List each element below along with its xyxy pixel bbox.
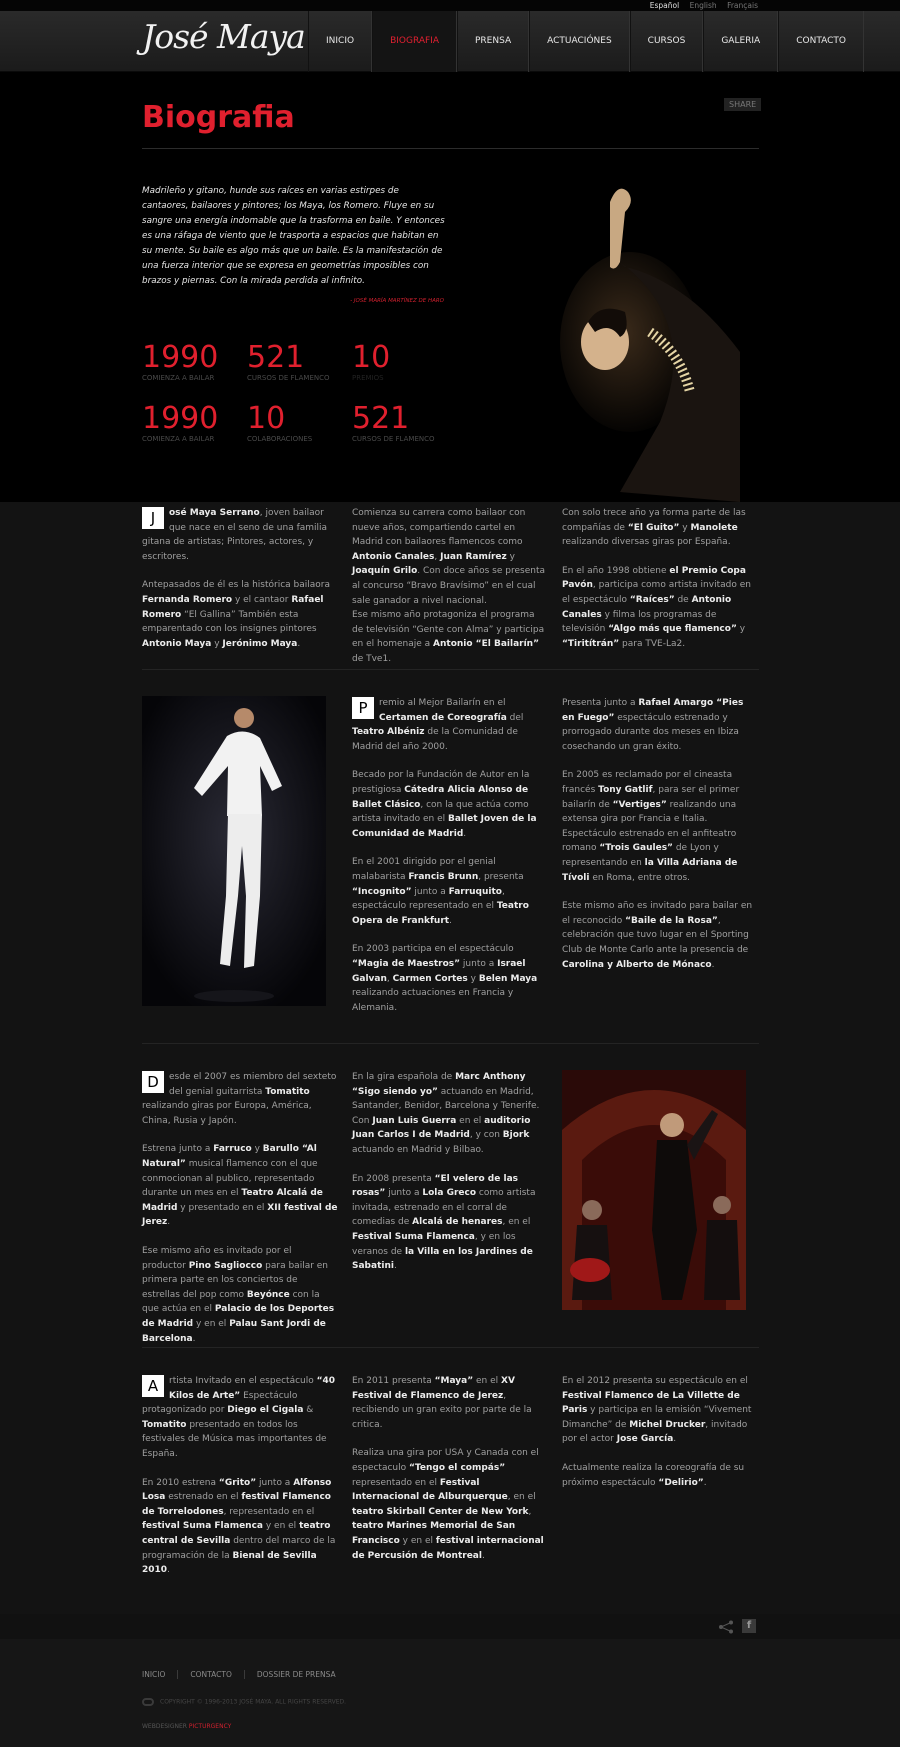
nav-biografia[interactable]: BIOGRAFIA — [372, 11, 457, 72]
bio-paragraph: P remio al Mejor Bailarín en el Certamen de Coreografía del Teatro Albéniz de la Comunidad de Madrid del año 2000. — [352, 698, 524, 752]
bio-column — [562, 506, 758, 665]
social-bar — [0, 1614, 900, 1639]
stat — [247, 342, 347, 382]
bio-paragraph: A rtista Invitado en el espectáculo “40 Kilos de Arte” Espectáculo protagonizado por Diego el Cigala & Tomatito presentado en todos los festivales de Música mas importantes de España. — [142, 1376, 336, 1459]
bio-paragraph: En la gira española de Marc Anthony “Sigo siendo yo” actuando en Madrid, Santander, Benidor, Barcelona y Tenerife. Con Juan Luis Guerra en el auditorio Juan Carlos I de Madrid, y con Bjork actuando en Madrid y Bilbao. — [352, 1072, 540, 1155]
language-bar — [0, 0, 900, 11]
stat-number: 10 — [247, 401, 286, 436]
stat — [352, 342, 452, 382]
bio-paragraph: En 2008 presenta “El velero de las rosas” junto a Lola Greco como artista invitada, estrenado en el corral de comedias de Alcalá de henares, en el Festival Suma Flamenca, y en los veranos de la Villa en los Jardines de Sabatini. — [352, 1173, 536, 1272]
nav-cursos[interactable]: CURSOS — [630, 11, 704, 72]
bio-column — [562, 1374, 758, 1504]
section-divider — [142, 669, 759, 670]
footer-link-contacto[interactable]: CONTACTO — [177, 1670, 243, 1679]
stat-number: 10 — [352, 340, 391, 375]
bio-quote: Madrileño y gitano, hunde sus raíces en varias estirpes de cantaores, bailaores y pintores; los Maya, los Romero. Fluye en su sangre una energía indomable que la trasforma en baile. Y entonces es una ráfaga de viento que le trasporta a espacios que habitan en su mente. Su baile es algo más que un baile. Es la manifestación de una fuerza interior que se expresa en geometrías imposibles con brazos y piernas. Con la mirada perdida al infinito. — [142, 186, 445, 286]
bio-paragraph: En 2005 es reclamado por el cineasta francés Tony Gatlif, para ser el primer bailarín de “Vertiges” realizando una extensa gira por Francia e Italia. Espectáculo estrenado en el anfiteatro romano “Trois Gaules” de Lyon y representando en la Villa Adriana de Tívoli en Roma, entre otros. — [562, 770, 740, 883]
bio-column — [352, 506, 548, 681]
bio-paragraph: En 2003 participa en el espectáculo “Magia de Maestros” junto a Israel Galvan, Carmen Cortes y Belen Maya realizando actuaciones en Francia y Alemania. — [352, 944, 538, 1013]
facebook-icon[interactable]: f — [742, 1619, 756, 1633]
stat-label: PREMIOS — [352, 374, 384, 382]
stat-label: COLABORACIONES — [247, 435, 313, 443]
stat — [142, 403, 242, 443]
logo[interactable]: José Maya — [142, 17, 305, 56]
stat-number: 521 — [247, 340, 305, 375]
bio-column — [352, 1070, 548, 1288]
copyright-text: COPYRIGHT © 1996-2013 JOSÉ MAYA. ALL RIGHTS RESERVED. — [160, 1698, 347, 1706]
bio-paragraph: Realiza una gira por USA y Canada con el espectaculo “Tengo el compás” representado en el Festival Internacional de Alburquerque, en el teatro Skirball Center de New York, teatro Marines Memorial de San Francisco y en el festival internacional de Percusión de Montreal. — [352, 1448, 544, 1561]
stat-number: 1990 — [142, 401, 219, 436]
stat-number: 521 — [352, 401, 410, 436]
share-button[interactable]: SHARE — [724, 98, 761, 111]
bio-column — [352, 1374, 548, 1577]
bio-paragraph: D esde el 2007 es miembro del sexteto del genial guitarrista Tomatito realizando giras por Europa, América, China, Rusia y Japón. — [142, 1072, 337, 1126]
copyright — [142, 1698, 346, 1706]
bio-paragraph: Estrena junto a Farruco y Barullo “Al Natural” musical flamenco con el que conmocionan al publico, representado durante un mes en el Teatro Alcalá de Madrid y presentado en el XII festival de Jerez. — [142, 1144, 338, 1228]
stat-label: COMIENZA A BAILAR — [142, 374, 215, 382]
footer-link-dossier[interactable]: DOSSIER DE PRENSA — [244, 1670, 348, 1679]
bio-paragraph: Actualmente realiza la coreografía de su próximo espectáculo “Delirio”. — [562, 1462, 745, 1488]
bio-column — [142, 1374, 338, 1592]
bio-column — [562, 696, 758, 986]
stat — [352, 403, 452, 443]
stat-label: CURSOS DE FLAMENCO — [352, 435, 435, 443]
share-icon[interactable] — [718, 1620, 734, 1634]
section-divider — [142, 1347, 759, 1348]
site-header — [0, 11, 900, 72]
bio-paragraph: En el 2001 dirigido por el genial malabarista Francis Brunn, presenta “Incognito” junto a Farruquito, espectáculo representado en el Teatro Opera de Frankfurt. — [352, 857, 529, 926]
footer-link-inicio[interactable]: INICIO — [142, 1670, 166, 1679]
bio-column — [352, 696, 548, 1029]
title-divider — [142, 148, 759, 149]
footer-nav — [142, 1670, 348, 1679]
bio-paragraph: En 2011 presenta “Maya” en el XV Festival de Flamenco de Jerez, recibiendo un gran exito por parte de la critica. — [352, 1376, 532, 1430]
nav-galeria[interactable]: GALERIA — [703, 11, 778, 72]
stage-performance-image — [562, 1070, 746, 1310]
nav-prensa[interactable]: PRENSA — [457, 11, 529, 72]
credit-link[interactable]: PICTURGENCY — [188, 1723, 232, 1730]
logo-mark-icon — [142, 1698, 154, 1706]
nav-actuaciones[interactable]: ACTUACIÓNES — [529, 11, 630, 72]
bio-paragraph: Con solo trece año ya forma parte de las compañías de “El Guito” y Manolete realizando diversas giras por España. — [562, 508, 746, 548]
lang-en[interactable]: English — [689, 1, 717, 10]
credit — [142, 1723, 231, 1730]
section-divider — [142, 1043, 759, 1044]
stat — [142, 342, 242, 382]
bio-paragraph: J osé Maya Serrano, joven bailaor que nace en el seno de una familia gitana de artistas; Pintores, actores, y escritores. — [142, 508, 328, 562]
stat — [247, 403, 347, 443]
bio-column — [142, 1070, 338, 1360]
bio-paragraph: Comienza su carrera como bailaor con nueve años, compartiendo cartel en Madrid con bailaores flamencos como Antonio Canales, Juan Ramírez y Joaquín Grilo. Con doce años se presenta al concurso “Bravo Bravísimo” en el cual sale ganador a nivel nacional. Ese mismo año protagoniza el programa de televisión “Gente con Alma” y participa en el homenaje a Antonio “El Bailarín” de Tve1. — [352, 508, 545, 664]
bio-paragraph: Ese mismo año es invitado por el productor Pino Sagliocco para bailar en primera parte en los conciertos de estrellas del pop como Beyónce con la que actúa en el Palacio de los Deportes de Madrid y en el Palau Sant Jordi de Barcelona. — [142, 1245, 335, 1344]
main-nav — [308, 11, 864, 72]
dancer-white-suit-image — [142, 696, 326, 1006]
nav-inicio[interactable]: INICIO — [308, 11, 372, 72]
stat-label: COMIENZA A BAILAR — [142, 435, 215, 443]
stat-number: 1990 — [142, 340, 219, 375]
hero-section — [0, 72, 900, 502]
bio-paragraph: Becado por la Fundación de Autor en la prestigiosa Cátedra Alicia Alonso de Ballet Clásico, con la que actúa como artista invitado en el Ballet Joven de la Comunidad de Madrid. — [352, 770, 537, 839]
page-title: Biografia — [142, 100, 295, 135]
bio-paragraph: En 2010 estrena “Grito” junto a Alfonso Losa estrenado en el festival Flamenco de Torrelodones, representado en el festival Suma Flamenca y en el teatro central de Sevilla dentro del marco de la programación de la Bienal de Sevilla 2010. — [142, 1477, 336, 1576]
bio-paragraph: En el 2012 presenta su espectáculo en el Festival Flamenco de La Villette de Paris y participa en la emisión “Vivement Dimanche” de Michel Drucker, invitado por el actor Jose García. — [562, 1376, 752, 1445]
bio-column — [142, 506, 338, 665]
quote-source: - JOSÉ MARÍA MARTÍNEZ DE HARO — [350, 298, 444, 304]
bio-paragraph: Este mismo año es invitado para bailar en el reconocido “Baile de la Rosa”, celebración que tuvo lugar en el Sporting Club de Monte Carlo ante la presencia de Carolina y Alberto de Mónaco. — [562, 901, 753, 970]
bio-paragraph: Presenta junto a Rafael Amargo “Pies en Fuego” espectáculo estrenado y prorrogado durante dos meses en Ibiza cosechando un gran éxito. — [562, 698, 744, 752]
bio-paragraph: En el año 1998 obtiene el Premio Copa Pavón, participa como artista invitado en el espectáculo “Raíces” de Antonio Canales y filma los programas de televisión “Algo más que flamenco” y “Tiritítrán” para TVE-La2. — [562, 565, 751, 649]
lang-es[interactable]: Español — [649, 1, 680, 10]
lang-fr[interactable]: Français — [727, 1, 758, 10]
nav-contacto[interactable]: CONTACTO — [778, 11, 864, 72]
dancer-portrait-image — [540, 172, 780, 502]
credit-prefix: WEBDESIGNER — [142, 1723, 187, 1730]
site-footer — [0, 1639, 900, 1747]
stat-label: CURSOS DE FLAMENCO — [247, 374, 330, 382]
bio-paragraph: Antepasados de él es la histórica bailaora Fernanda Romero y el cantaor Rafael Romero “El Gallina” También esta emparentado con los insignes pintores Antonio Maya y Jerónimo Maya. — [142, 580, 331, 649]
